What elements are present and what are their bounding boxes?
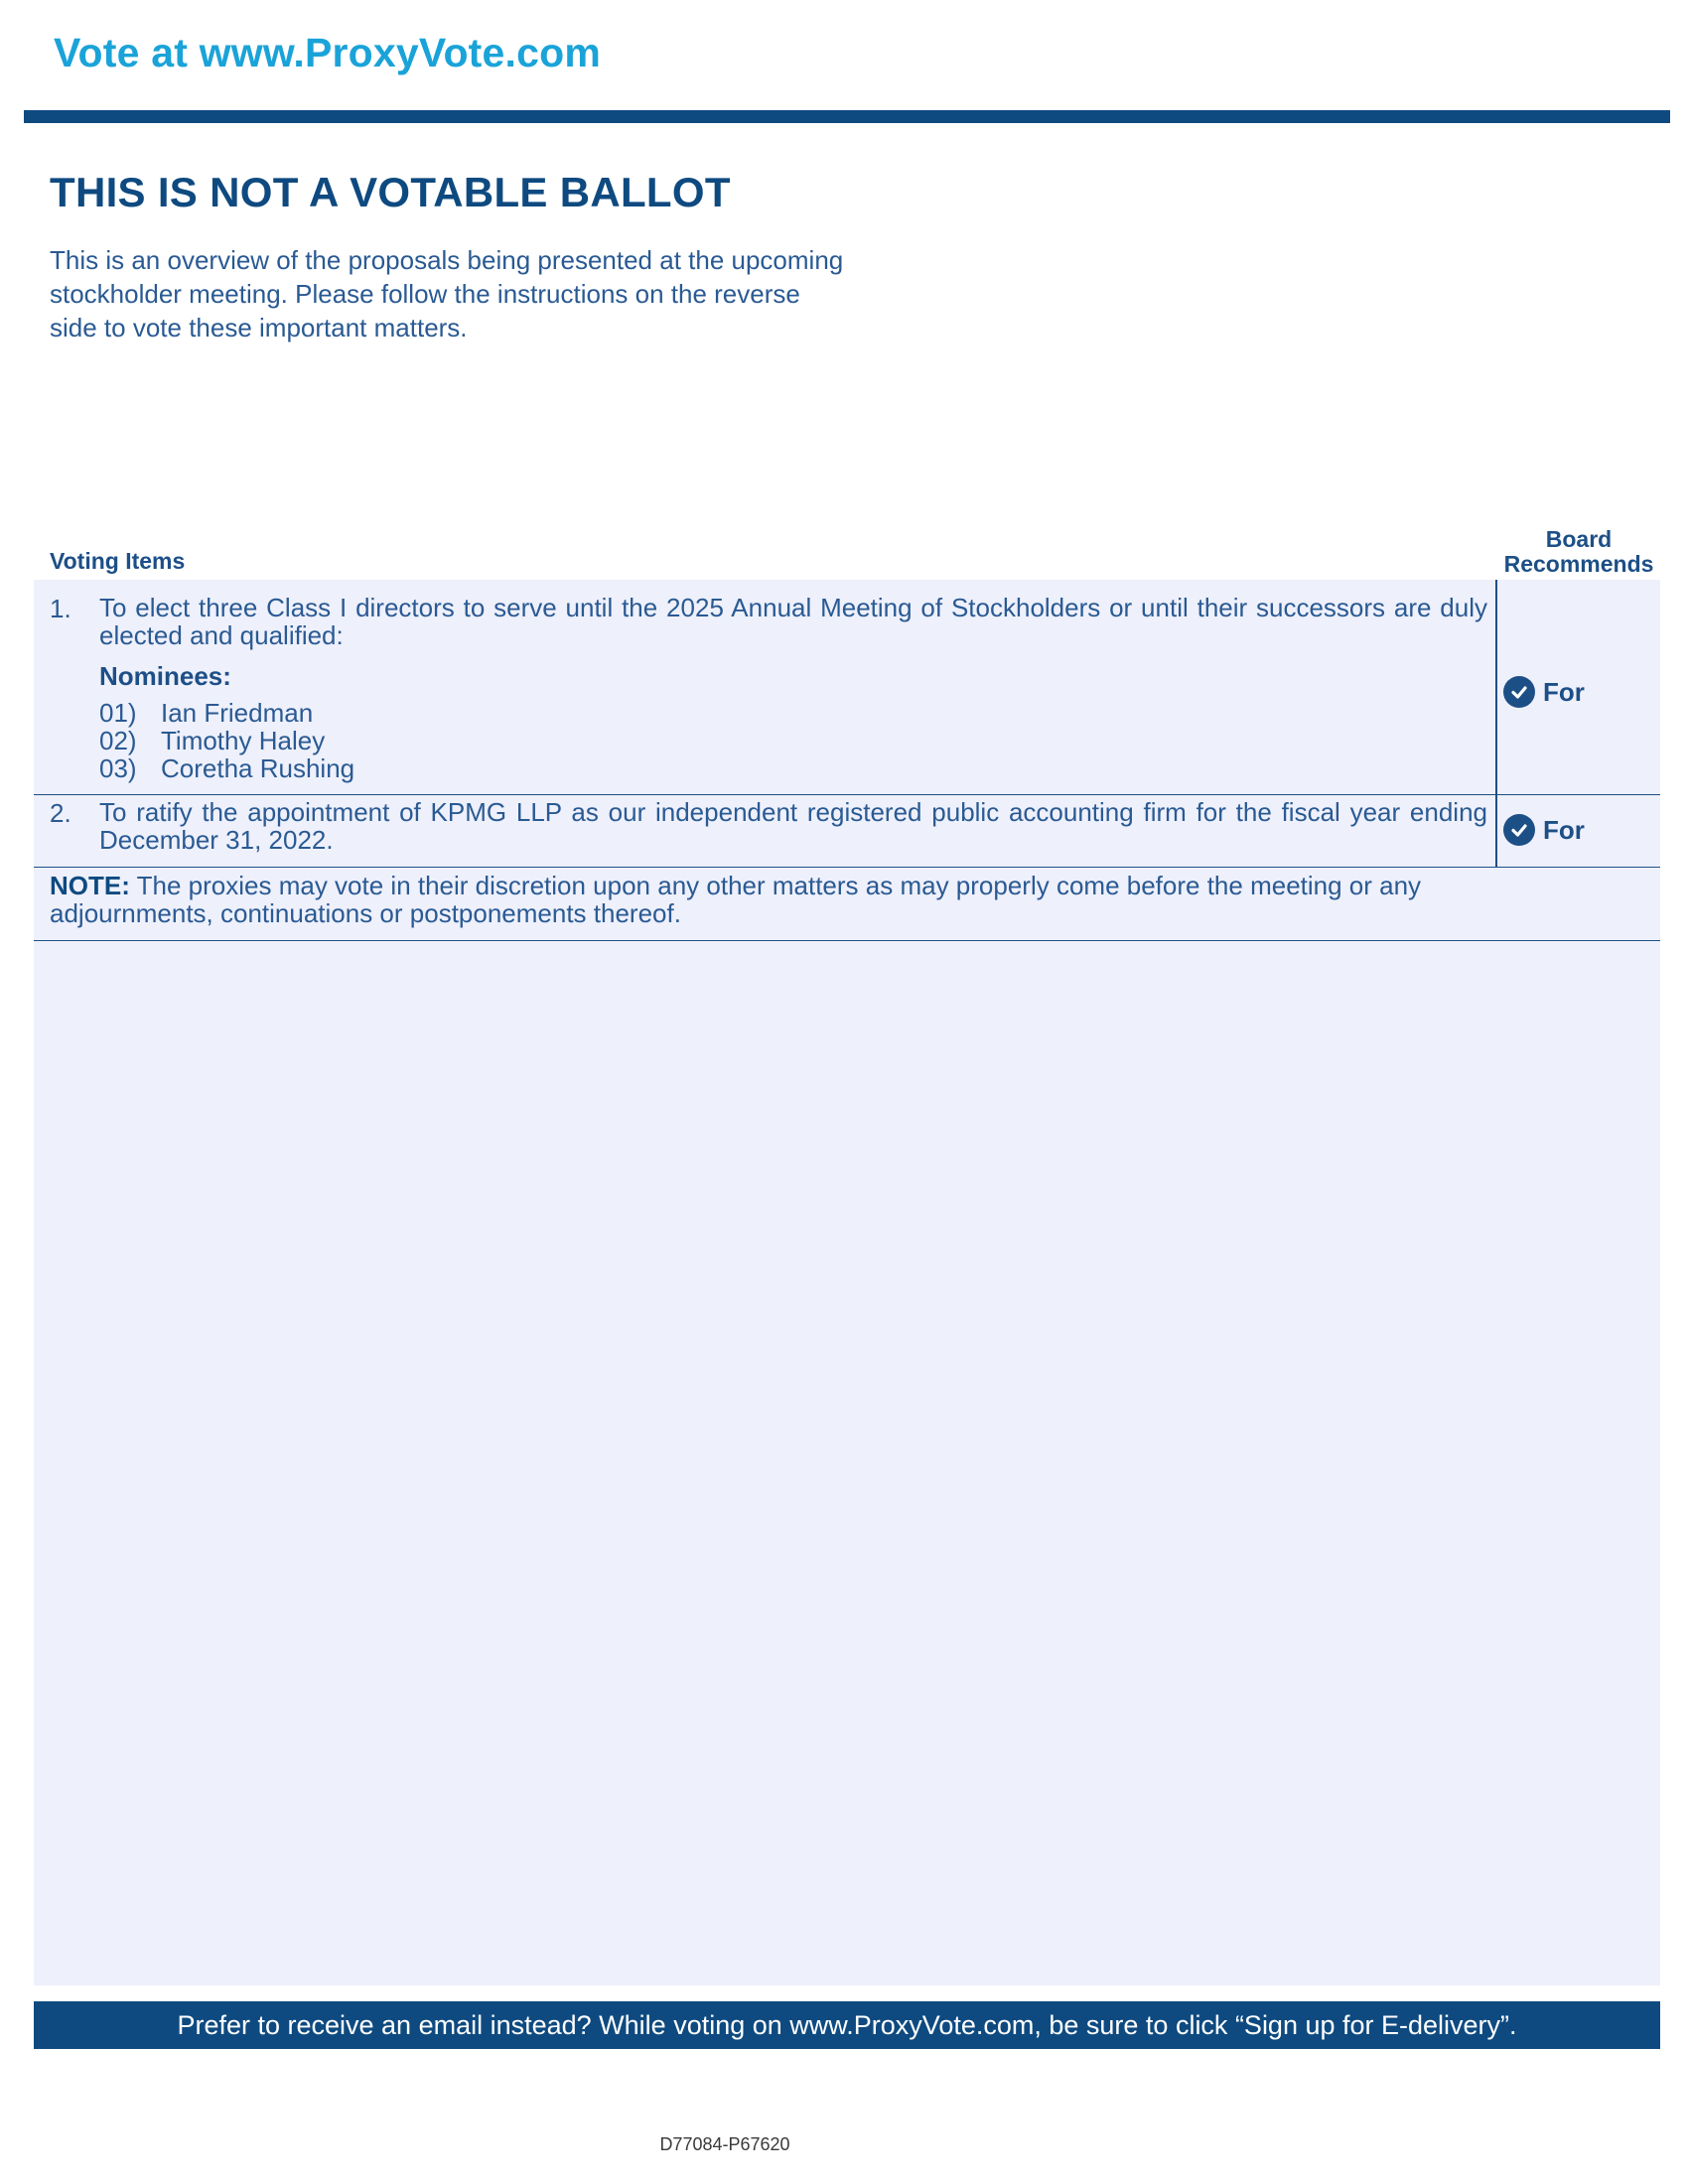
nominee-name: Coretha Rushing (161, 753, 355, 783)
column-divider (1495, 580, 1497, 795)
board-recommendation (1503, 814, 1585, 846)
item-description: To ratify the appointment of KPMG LLP as our independent registered public accounting firm for the fiscal year ending December 31, 2022. (99, 797, 1487, 855)
column-divider (1495, 795, 1497, 868)
note-label: NOTE: (50, 871, 130, 900)
nominee-name: Timothy Haley (161, 726, 326, 755)
check-circle-icon (1503, 676, 1535, 708)
check-circle-icon (1503, 814, 1535, 846)
recommendation-label: For (1543, 676, 1585, 707)
item-description: To elect three Class I directors to serve until the 2025 Annual Meeting of Stockholders or until their successors are duly elected and qualified: (99, 593, 1487, 650)
edelivery-banner: Prefer to receive an email instead? While voting on www.ProxyVote.com, be sure to click “Sign up for E-delivery”. (34, 2001, 1660, 2049)
nominee-item (99, 754, 354, 782)
document-code: D77084-P67620 (659, 2134, 790, 2154)
board-recommendation (1503, 676, 1585, 708)
header-divider (24, 110, 1670, 123)
recommendation-label: For (1543, 814, 1585, 845)
board-recommends-header: Board Recommends (1503, 526, 1654, 577)
page-title: THIS IS NOT A VOTABLE BALLOT (50, 169, 731, 215)
intro-paragraph: This is an overview of the proposals being presented at the upcoming stockholder meeting. Please follow the instructions on the reverse side to vote these important matters. (50, 245, 844, 342)
nominee-item (99, 699, 313, 727)
nominee-code: 03) (99, 753, 137, 783)
proxyvote-header-link[interactable]: Vote at www.ProxyVote.com (54, 30, 602, 75)
note-text (50, 872, 1489, 927)
item-number: 1. (50, 594, 71, 623)
nominee-code: 01) (99, 698, 137, 728)
nominees-heading: Nominees: (99, 661, 231, 691)
voting-items-header: Voting Items (50, 548, 186, 574)
nominee-item (99, 727, 325, 754)
note-body: The proxies may vote in their discretion upon any other matters as may properly come before the meeting or any adjournments, continuations or postponements thereof. (50, 871, 1422, 928)
nominee-code: 02) (99, 726, 137, 755)
nominee-name: Ian Friedman (161, 698, 314, 728)
item-number: 2. (50, 798, 71, 828)
